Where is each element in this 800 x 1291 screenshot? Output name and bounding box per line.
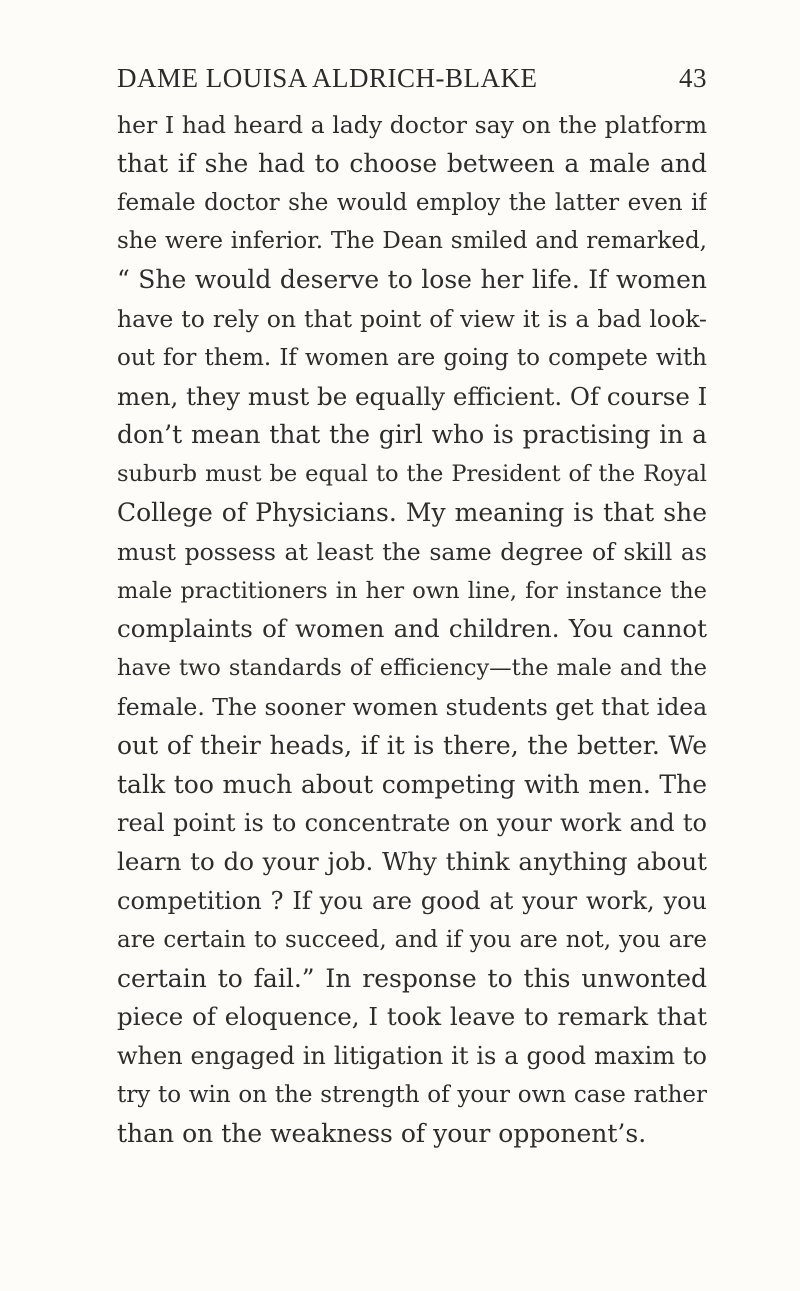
text-line: learn to do your job. Why think anything about [117,847,707,877]
text-line: suburb must be equal to the President of the Royal [117,461,707,488]
running-head [117,58,707,98]
text-line: than on the weakness of your opponent’s. [117,1118,647,1148]
text-line: competition ? If you are good at your work, you [117,886,707,915]
text-line: are certain to succeed, and if you are not, you are [117,926,707,953]
text-line: don’t mean that the girl who is practising in a [117,420,707,450]
text-line: female doctor she would employ the latter even if [117,189,707,216]
text-line: College of Physicians. My meaning is that she [117,497,707,527]
text-line: talk too much about competing with men. The [117,769,707,799]
text-line: must possess at least the same degree of skill as [117,537,707,566]
running-title: DAME LOUISA ALDRICH-BLAKE [117,63,538,93]
text-line: certain to fail.” In response to this unwonted [117,963,707,993]
text-line: real point is to concentrate on your work and to [117,809,707,838]
page-number: 43 [679,63,707,93]
text-line: out of their heads, if it is there, the better. We [117,730,707,760]
text-line: her I had heard a lady doctor say on the platform [117,111,707,139]
text-line: men, they must be equally efficient. Of course I [117,381,707,411]
text-line: try to win on the strength of your own case rather [117,1081,707,1108]
text-line: have two standards of efficiency—the male and the [117,655,707,682]
text-line: out for them. If women are going to compete with [117,344,707,371]
body-text [117,106,707,1154]
text-line: have to rely on that point of view it is a bad look- [117,304,707,333]
text-line: complaints of women and children. You cannot [117,614,707,644]
text-line: piece of eloquence, I took leave to remark that [117,1002,707,1032]
text-line: that if she had to choose between a male and [117,148,707,178]
text-line: male practitioners in her own line, for instance the [117,577,707,604]
text-line: female. The sooner women students get that idea [117,692,707,721]
text-line: “ She would deserve to lose her life. If women [117,265,707,295]
text-line: when engaged in litigation it is a good maxim to [117,1042,707,1071]
text-line: she were inferior. The Dean smiled and remarked, [117,228,707,255]
